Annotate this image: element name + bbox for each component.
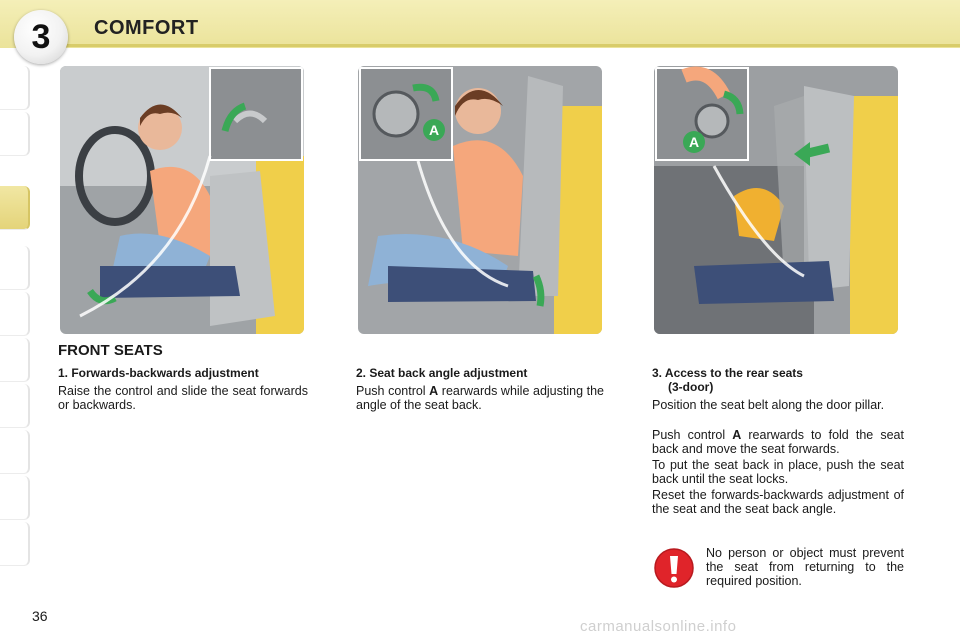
side-tab[interactable] [0,112,30,156]
step-2-text-suffix: rearwards while adjusting the angle of the seat back. [356,384,604,412]
illustration-rear-seat-access [654,66,898,334]
step-3-text-2-prefix: Push control [652,428,733,442]
section-title: FRONT SEATS [58,342,163,359]
step-3-heading-line1: 3. Access to the rear seats [652,366,803,380]
side-tab[interactable] [0,522,30,566]
warning-note-text: No person or object must prevent the seat from returning to the required position. [706,546,904,588]
side-tab[interactable] [0,246,30,290]
side-tab[interactable] [0,66,30,110]
step-3-text-1: Position the seat belt along the door pillar. [652,398,885,412]
chapter-number-badge: 3 [14,10,68,64]
side-tab[interactable] [0,338,30,382]
step-2-heading: 2. Seat back angle adjustment [356,366,528,380]
watermark: carmanualsonline.info [580,618,737,635]
step-2-text [356,384,604,412]
side-tab[interactable] [0,476,30,520]
side-tab-active[interactable] [0,186,30,230]
side-tab[interactable] [0,292,30,336]
control-a-label: A [732,428,742,442]
callout-label-a: A [688,134,700,150]
step-3-text-2-suffix: rearwards to fold the seat back and move the seat forwards. [652,428,904,456]
page-number: 36 [32,608,48,624]
step-3-heading [652,366,902,394]
illustration-seat-back-angle [358,66,602,334]
step-3-text-2 [652,428,904,456]
chapter-side-tabs [0,66,34,576]
step-2-text-prefix: Push control [356,384,430,398]
step-3-heading-line2: (3-door) [668,380,714,394]
callout-label-a: A [428,122,440,138]
illustration-forwards-backwards [60,66,304,334]
side-tab[interactable] [0,430,30,474]
header-divider [60,44,960,47]
chapter-title: COMFORT [94,17,199,39]
exclamation-warning-icon [654,548,694,588]
step-1-text: Raise the control and slide the seat forwards or backwards. [58,384,308,412]
step-1-heading: 1. Forwards-backwards adjustment [58,366,259,380]
side-tab[interactable] [0,384,30,428]
control-a-label: A [429,384,439,398]
step-3-text-4: Reset the forwards-backwards adjustment of the seat and the seat back angle. [652,488,904,516]
step-3-text-3: To put the seat back in place, push the seat back until the seat locks. [652,458,904,486]
